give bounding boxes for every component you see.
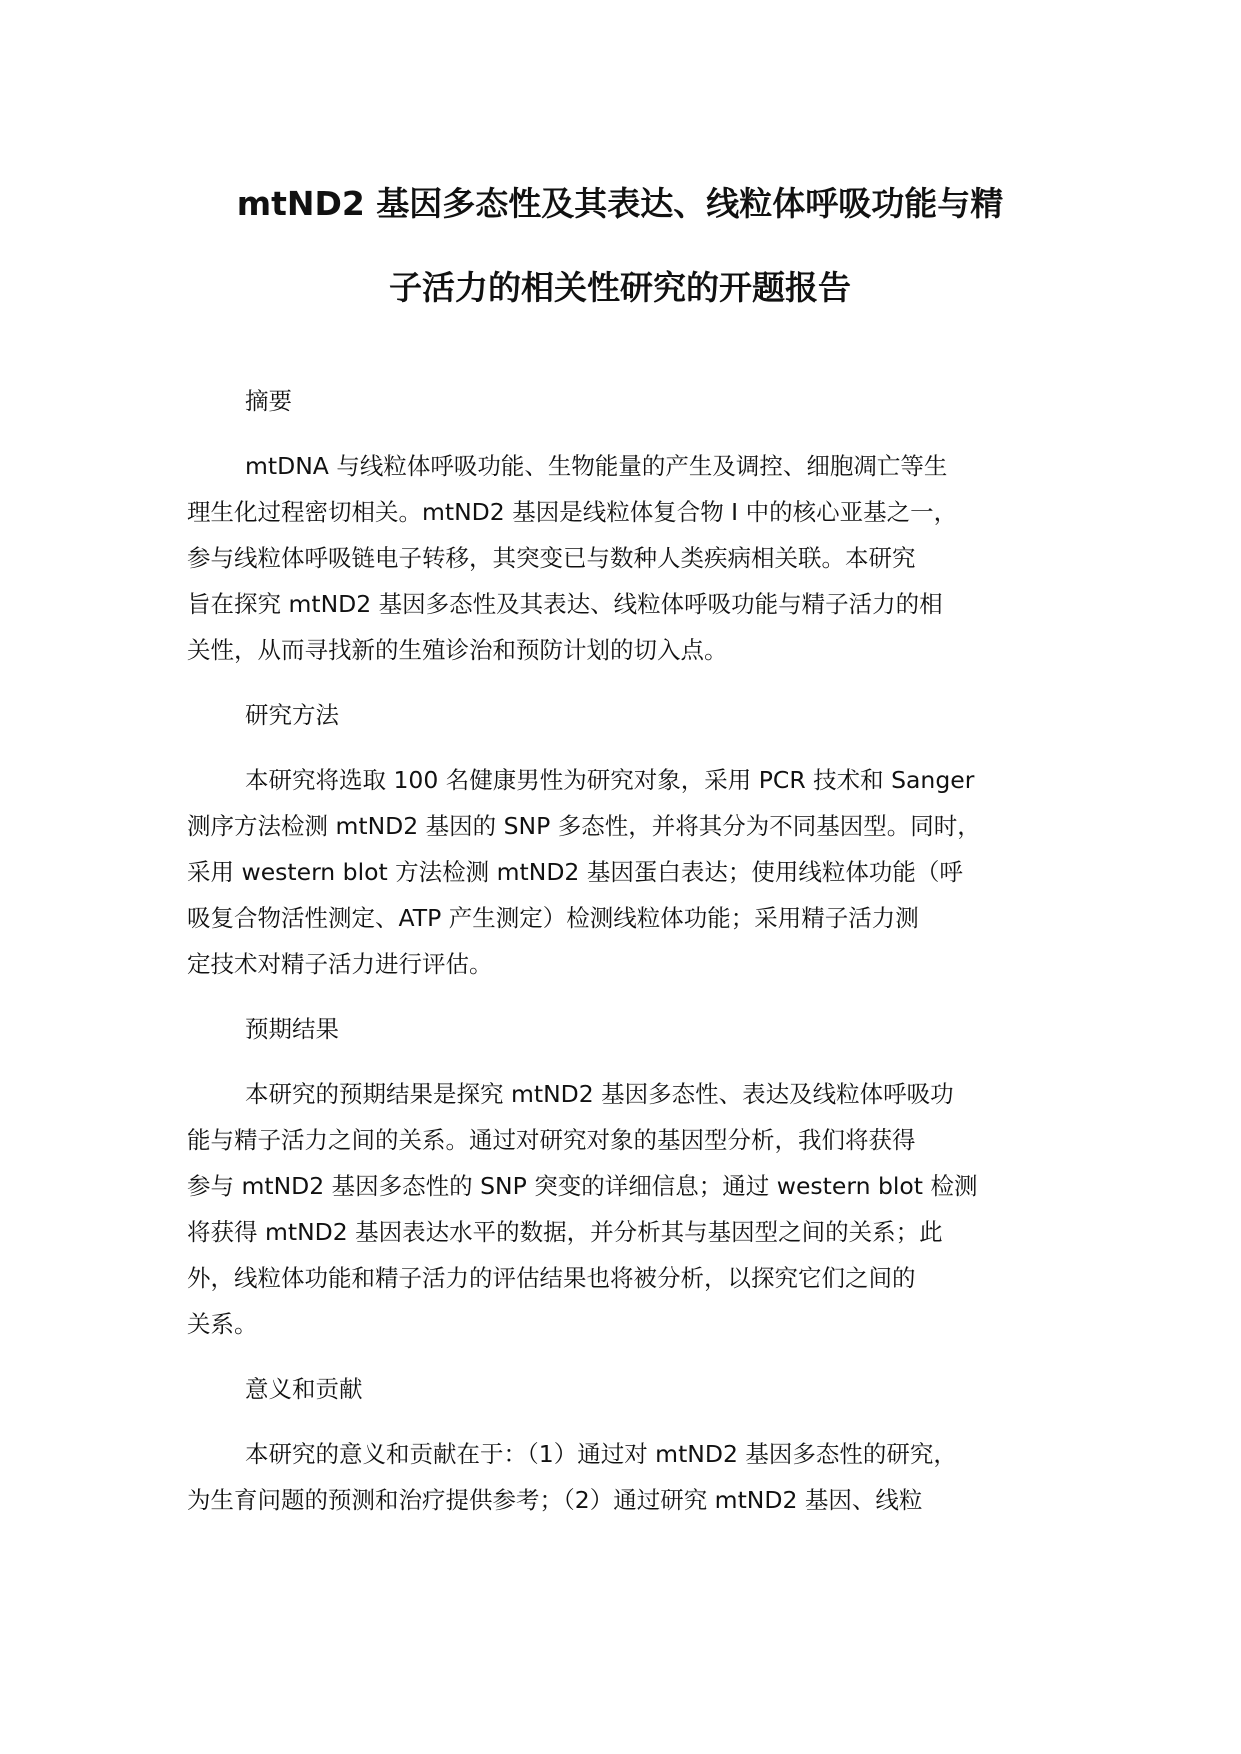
section-heading-abstract: 摘要 (245, 387, 292, 415)
text-line: 测序方法检测 mtND2 基因的 SNP 多态性，并将其分为不同基因型。同时， (187, 812, 981, 840)
section-heading-methods: 研究方法 (245, 701, 339, 729)
document-title (150, 162, 1090, 330)
text-line: 理生化过程密切相关。mtND2 基因是线粒体复合物 I 中的核心亚基之一， (187, 498, 958, 526)
text-line: 本研究的意义和贡献在于：（1）通过对 mtND2 基因多态性的研究， (245, 1440, 957, 1468)
text-line: 本研究的预期结果是探究 mtND2 基因多态性、表达及线粒体呼吸功 (245, 1080, 954, 1108)
text-line: 关系。 (187, 1310, 258, 1338)
text-line: 采用 western blot 方法检测 mtND2 基因蛋白表达；使用线粒体功能（呼 (187, 858, 963, 886)
section-heading-expected-results: 预期结果 (245, 1015, 339, 1043)
text-line: 参与 mtND2 基因多态性的 SNP 突变的详细信息；通过 western blot 检测 (187, 1172, 978, 1200)
text-line: 本研究将选取 100 名健康男性为研究对象，采用 PCR 技术和 Sanger (245, 766, 975, 794)
text-line: 旨在探究 mtND2 基因多态性及其表达、线粒体呼吸功能与精子活力的相 (187, 590, 943, 618)
text-line: 参与线粒体呼吸链电子转移，其突变已与数种人类疾病相关联。本研究 (187, 544, 916, 572)
paragraph-significance (187, 1431, 1067, 1523)
document-body (187, 378, 1067, 1542)
text-line: 为生育问题的预测和治疗提供参考；（2）通过研究 mtND2 基因、线粒 (187, 1486, 923, 1514)
title-line-1: mtND2 基因多态性及其表达、线粒体呼吸功能与精 (236, 184, 1004, 223)
paragraph-abstract (187, 443, 1067, 673)
text-line: 将获得 mtND2 基因表达水平的数据，并分析其与基因型之间的关系；此 (187, 1218, 943, 1246)
title-line-2: 子活力的相关性研究的开题报告 (389, 268, 851, 307)
paragraph-methods (187, 757, 1067, 987)
section-heading-significance: 意义和贡献 (245, 1375, 363, 1403)
text-line: 关性，从而寻找新的生殖诊治和预防计划的切入点。 (187, 636, 728, 664)
text-line: 能与精子活力之间的关系。通过对研究对象的基因型分析，我们将获得 (187, 1126, 916, 1154)
text-line: mtDNA 与线粒体呼吸功能、生物能量的产生及调控、细胞凋亡等生 (245, 452, 948, 480)
text-line: 外，线粒体功能和精子活力的评估结果也将被分析，以探究它们之间的 (187, 1264, 916, 1292)
text-line: 吸复合物活性测定、ATP 产生测定）检测线粒体功能；采用精子活力测 (187, 904, 919, 932)
text-line: 定技术对精子活力进行评估。 (187, 950, 493, 978)
paragraph-expected-results (187, 1071, 1067, 1347)
